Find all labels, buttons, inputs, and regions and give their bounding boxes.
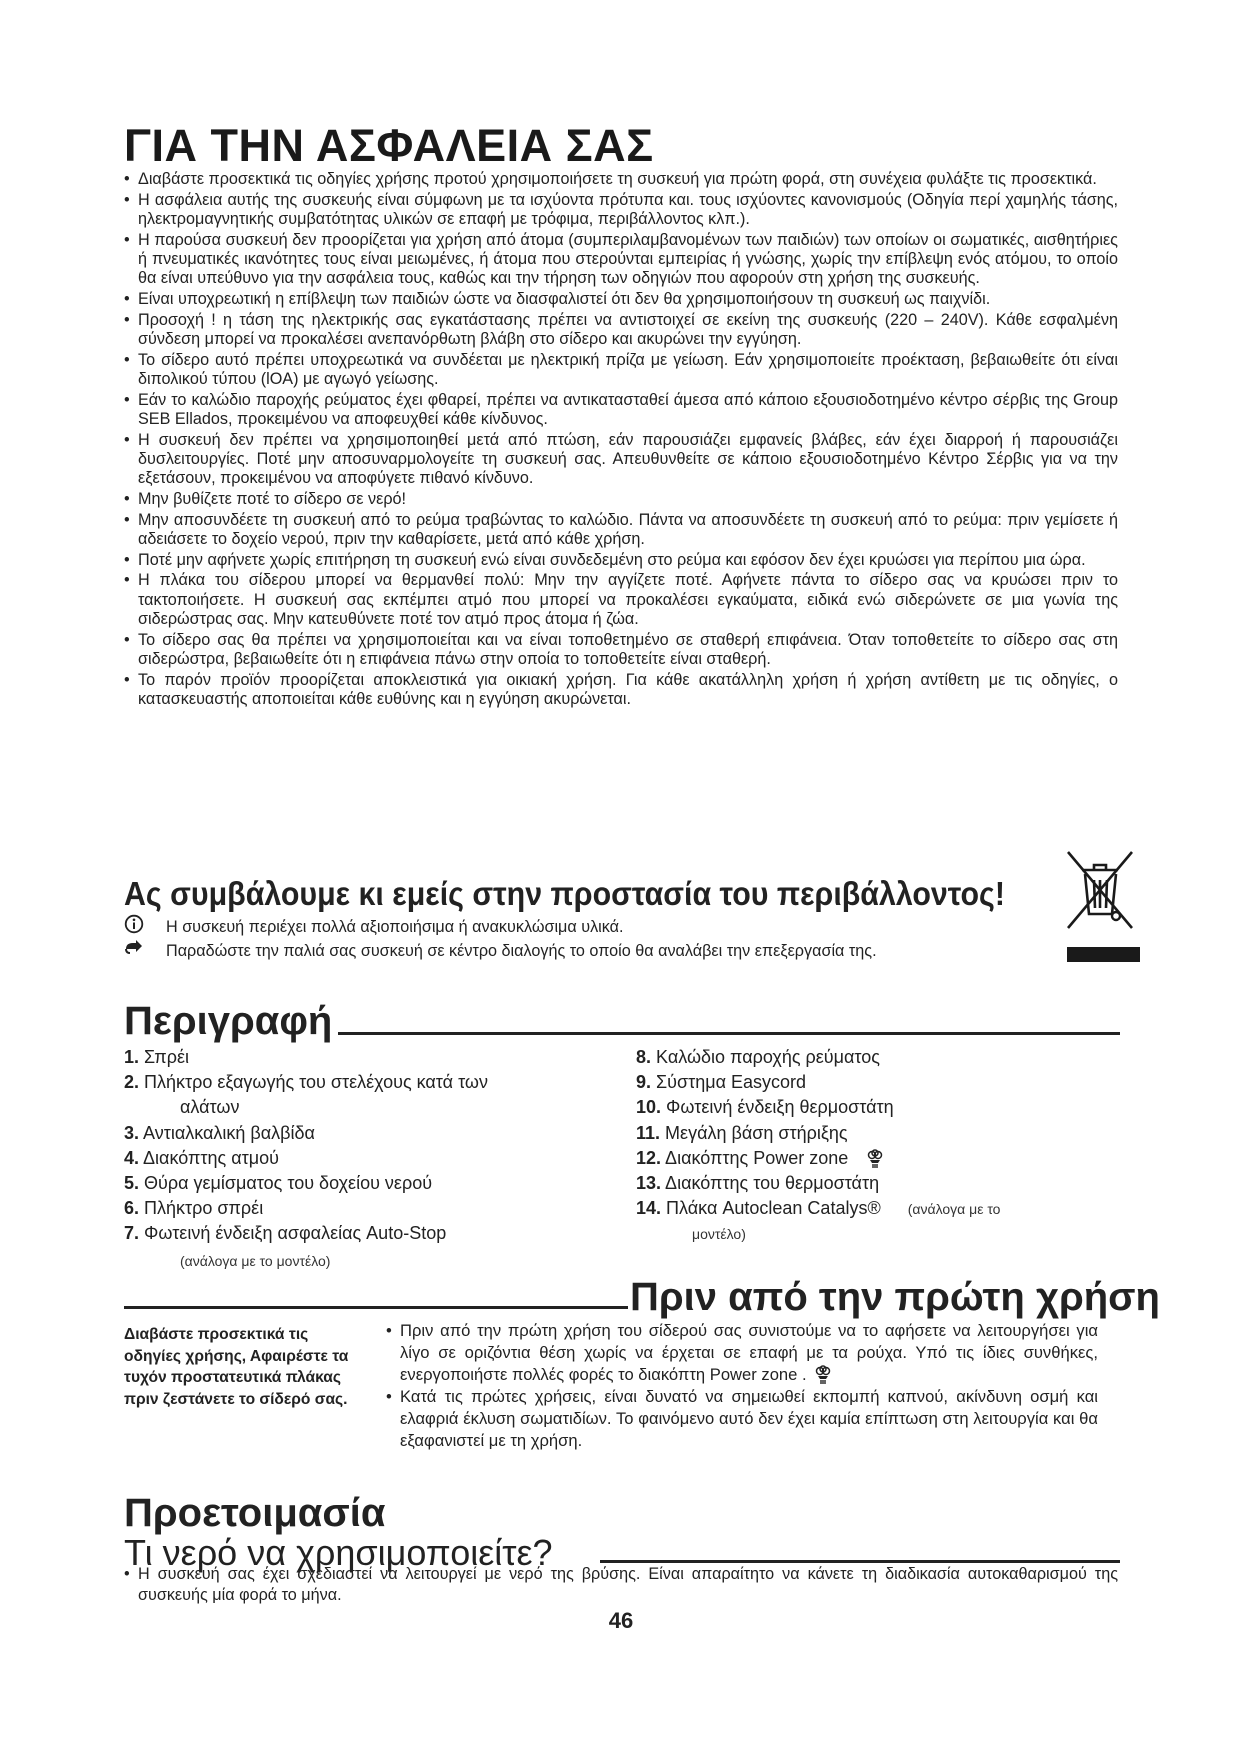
item-text: Πλάκα Autoclean Catalys® bbox=[666, 1198, 881, 1219]
list-item bbox=[124, 1171, 488, 1196]
item-text: Φωτεινή ένδειξη ασφαλείας Auto-Stop bbox=[144, 1223, 447, 1244]
item-text: Αντιαλκαλική βαλβίδα bbox=[143, 1122, 315, 1143]
item-text: Διακόπτης του θερμοστάτη bbox=[665, 1173, 880, 1194]
item-text: Φωτεινή ένδειξη θερμοστάτη bbox=[666, 1097, 894, 1118]
item-text: Σπρέι bbox=[144, 1047, 189, 1067]
safety-item: • Το σίδερο σας θα πρέπει να χρησιμοποιείται και να είναι τοποθετημένο σε σταθερή επιφάνεια. Όταν τοποθετείτε το σίδερο σας στη σιδερώστρα, βεβαιωθείτε ότι η επιφάνεια πάνω στην οποία το τοποθετείτε είναι σταθερή. bbox=[124, 631, 1118, 670]
safety-item: • Ποτέ μην αφήνετε χωρίς επιτήρηση τη συσκευή ενώ είναι συνδεδεμένη στο ρεύμα και εφόσον δεν έχει κρυώσει για περίπου μια ώρα. bbox=[124, 551, 1118, 570]
safety-item: • Η ασφάλεια αυτής της συσκευής είναι σύμφωνη με τα ισχύοντα πρότυπα και. τους ισχύοντες κανονισμούς (Οδηγία περί χαμηλής τάσης, ηλεκτρομαγνητικής συμβατότητας υλικών σε επαφή με τρόφιμα, περιβάλλοντος κλπ.). bbox=[124, 191, 1118, 230]
item-text: Διακόπτης ατμού bbox=[143, 1147, 279, 1168]
first-use-rule bbox=[124, 1306, 628, 1309]
safety-title: ΓΙΑ ΤΗΝ ΑΣΦΑΛΕΙΑ ΣΑΣ bbox=[124, 120, 654, 171]
item-number: 5. bbox=[124, 1173, 140, 1194]
description-title: Περιγραφή bbox=[124, 999, 333, 1043]
first-use-item: • Πριν από την πρώτη χρήση του σίδερού σας συνιστούμε να το αφήσετε να λειτουργήσει για λίγο σε οριζόντια θέση χωρίς να έρχεται σε επαφή με τα ρούχα. Υπό τις ίδιες συνθήκες, ενεργοποιήστε πολλές φορές το διακόπτη Power zone . bbox=[386, 1320, 1098, 1385]
safety-item: • Μην αποσυνδέετε τη συσκευή από το ρεύμα τραβώντας το καλώδιο. Πάντα να αποσυνδέετε τη συσκευή από το ρεύμα: πριν γεμίσετε ή αδειάσετε το δοχείο νερού, πριν την καθαρίσετε, μετά από κάθε χρήση. bbox=[124, 511, 1118, 550]
item-text: Θύρα γεμίσματος του δοχείου νερού bbox=[144, 1173, 433, 1194]
safety-item: • Εάν το καλώδιο παροχής ρεύματος έχει φθαρεί, πρέπει να αντικατασταθεί άμεσα από κάποιο εξουσιοδοτημένο κέντρο σέρβις της Group SEB Ellados, προκειμένου να αποφευχθεί κάθε κίνδυνος. bbox=[124, 391, 1118, 430]
model-note: (ανάλογα με το μοντέλο) bbox=[180, 1252, 331, 1269]
safety-item: • Προσοχή ! η τάση της ηλεκτρικής σας εγκατάστασης πρέπει να αντιστοιχεί σε εκείνη της συσκευής (220 – 240V). Κάθε εσφαλμένη σύνδεση μπορεί να προκαλέσει ανεπανόρθωτη βλάβη στο σίδερο και ακυρώνει την εγγύηση. bbox=[124, 311, 1118, 350]
water-rule bbox=[600, 1560, 1120, 1563]
safety-item: • Μην βυθίζετε ποτέ το σίδερο σε νερό! bbox=[124, 490, 1118, 509]
environment-arrow-text: Παραδώστε την παλιά σας συσκευή σε κέντρο διαλογής το οποίο θα αναλάβει την επεξεργασία της. bbox=[166, 941, 877, 960]
arrow-right-icon bbox=[124, 938, 144, 963]
model-note-continuation: μοντέλο) bbox=[692, 1226, 746, 1243]
model-note: (ανάλογα με το bbox=[907, 1201, 1001, 1218]
list-item bbox=[124, 1196, 488, 1221]
water-item: • Η συσκευή σας έχει σχεδιαστεί να λειτουργεί με νερό της βρύσης. Είναι απαραίτητο να κάνετε τη διαδικασία αυτοκαθαρισμού της συσκευής μία φορά το μήνα. bbox=[124, 1564, 1118, 1606]
item-text: Διακόπτης Power zone bbox=[665, 1147, 849, 1168]
water-subtitle: Τι νερό να χρησιμοποιείτε? bbox=[124, 1532, 553, 1573]
list-item-continuation: αλάτων bbox=[180, 1097, 240, 1118]
item-number: 6. bbox=[124, 1198, 140, 1219]
item-text: Πλήκτρο σπρέι bbox=[144, 1198, 264, 1219]
environment-info-text: Η συσκευή περιέχει πολλά αξιοποιήσιμα ή ανακυκλώσιμα υλικά. bbox=[166, 917, 624, 936]
list-item bbox=[124, 1221, 488, 1246]
crossed-out-bin-icon bbox=[1064, 848, 1136, 932]
environment-info-line bbox=[124, 914, 624, 939]
item-number: 13. bbox=[636, 1173, 662, 1194]
list-item bbox=[636, 1045, 1000, 1070]
first-use-list bbox=[386, 1320, 1098, 1453]
list-item bbox=[124, 1070, 488, 1095]
bin-bar bbox=[1067, 947, 1140, 962]
safety-item: • Η συσκευή δεν πρέπει να χρησιμοποιηθεί μετά από πτώση, εάν παρουσιάζει εμφανείς βλάβες, εάν έχει διαρροή ή παρουσιάζει δυσλειτουργίες. Ποτέ μην αποσυναρμολογείτε τη συσκευή σας. Απευθυνθείτε σε κάποιο εξουσιοδοτημένο Κέντρο Σέρβις για να την εξετάσουν, προκειμένου να αποφύγετε πιθανό κίνδυνο. bbox=[124, 431, 1118, 489]
item-number: 14. bbox=[636, 1198, 662, 1219]
list-item bbox=[124, 1045, 488, 1070]
description-rule bbox=[338, 1032, 1120, 1035]
item-number: 2. bbox=[124, 1072, 140, 1093]
info-icon bbox=[124, 914, 144, 939]
list-item bbox=[636, 1121, 1000, 1146]
page-number: 46 bbox=[608, 1608, 634, 1633]
list-item bbox=[636, 1196, 1000, 1222]
list-item bbox=[636, 1146, 1000, 1171]
item-number: 7. bbox=[124, 1223, 140, 1244]
item-text: Πλήκτρο εξαγωγής του στελέχους κατά των bbox=[144, 1072, 488, 1093]
safety-item: • Η παρούσα συσκευή δεν προορίζεται για χρήση από άτομα (συμπεριλαμβανομένων των παιδιών) των οποίων οι σωματικές, αισθητήριες ή πνευματικές ικανότητες τους είναι μειωμένες, ή άτομα που στερούνται εμπειρίας ή γνώσης, χωρίς την επίβλεψη ενός ατόμου, το οποίο θα είναι υπεύθυνο για την ασφάλεια τους, καθώς και την τήρηση των οδηγιών που αφορούν στη χρήση της συσκευής. bbox=[124, 231, 1118, 289]
safety-item: • Το σίδερο αυτό πρέπει υποχρεωτικά να συνδέεται με ηλεκτρική πρίζα με γείωση. Εάν χρησιμοποιείτε προέκταση, βεβαιωθείτε ότι είναι διπολικού τύπου (lOA) με αγωγό γείωσης. bbox=[124, 351, 1118, 390]
item-text: Σύστημα Easycord bbox=[656, 1072, 807, 1093]
safety-item: • Το παρόν προϊόν προορίζεται αποκλειστικά για οικιακή χρήση. Για κάθε ακατάλληλη χρήση ή χρήση αντίθετη με τις οδηγίες, ο κατασκευαστής αποποιείται κάθε ευθύνης και η εγγύηση ακυρώνεται. bbox=[124, 671, 1118, 710]
list-item bbox=[124, 1121, 488, 1146]
water-list bbox=[124, 1564, 1118, 1606]
item-number: 4. bbox=[124, 1147, 140, 1168]
environment-arrow-line bbox=[124, 938, 877, 963]
list-item bbox=[636, 1095, 1000, 1120]
list-item bbox=[124, 1146, 488, 1171]
list-item bbox=[636, 1070, 1000, 1095]
description-list-left bbox=[124, 1045, 488, 1275]
power-zone-icon bbox=[865, 1149, 885, 1169]
power-zone-icon bbox=[813, 1365, 833, 1385]
first-use-title: Πριν από την πρώτη χρήση bbox=[630, 1275, 1160, 1319]
safety-item: • Η πλάκα του σίδερου μπορεί να θερμανθεί πολύ: Μην την αγγίζετε ποτέ. Αφήνετε πάντα το σίδερο σας να κρυώσει πριν το τακτοποιήσετε. Η συσκευή σας εκπέμπει ατμό που μπορεί να προκαλέσει εγκαύματα, ειδικά ενώ σιδερώνετε σε μια γωνία της σιδερώστρας σας. Μην κατευθύνετε ποτέ τον ατμό προς άτομα ή ζώα. bbox=[124, 571, 1118, 629]
description-list-right bbox=[636, 1045, 1000, 1248]
preparation-title: Προετοιμασία bbox=[124, 1491, 386, 1535]
item-number: 10. bbox=[636, 1097, 662, 1118]
item-number: 3. bbox=[124, 1122, 140, 1143]
environment-title: Ας συμβάλουμε κι εμείς στην προστασία του περιβάλλοντος! bbox=[124, 875, 1005, 912]
item-number: 9. bbox=[636, 1072, 652, 1093]
first-use-side-note: Διαβάστε προσεκτικά τις οδηγίες χρήσης, Αφαιρέστε τα τυχόν προστατευτικά πλάκας πριν ζεστάνετε το σίδερό σας. bbox=[124, 1326, 349, 1408]
safety-item: • Διαβάστε προσεκτικά τις οδηγίες χρήσης προτού χρησιμοποιήσετε τη συσκευή για πρώτη φορά, στη συνέχεια φυλάξτε τις προσεκτικά. bbox=[124, 170, 1118, 189]
safety-item: • Είναι υποχρεωτική η επίβλεψη των παιδιών ώστε να διασφαλιστεί ότι δεν θα χρησιμοποιήσουν τη συσκευή ως παιχνίδι. bbox=[124, 290, 1118, 309]
item-number: 8. bbox=[636, 1047, 652, 1067]
first-use-item: • Κατά τις πρώτες χρήσεις, είναι δυνατό να σημειωθεί εκπομπή καπνού, ακίνδυνη οσμή και ελαφριά έκλυση σωματιδίων. Το φαινόμενο αυτό δεν έχει καμία επίπτωση στη λειτουργία και θα εξαφανιστεί με τη χρήση. bbox=[386, 1386, 1098, 1451]
item-text: Καλώδιο παροχής ρεύματος bbox=[656, 1047, 880, 1067]
item-number: 12. bbox=[636, 1147, 662, 1168]
item-number: 11. bbox=[636, 1122, 661, 1143]
item-number: 1. bbox=[124, 1047, 140, 1067]
safety-list bbox=[124, 170, 1118, 711]
item-text: Μεγάλη βάση στήριξης bbox=[665, 1122, 848, 1143]
list-item bbox=[636, 1171, 1000, 1196]
